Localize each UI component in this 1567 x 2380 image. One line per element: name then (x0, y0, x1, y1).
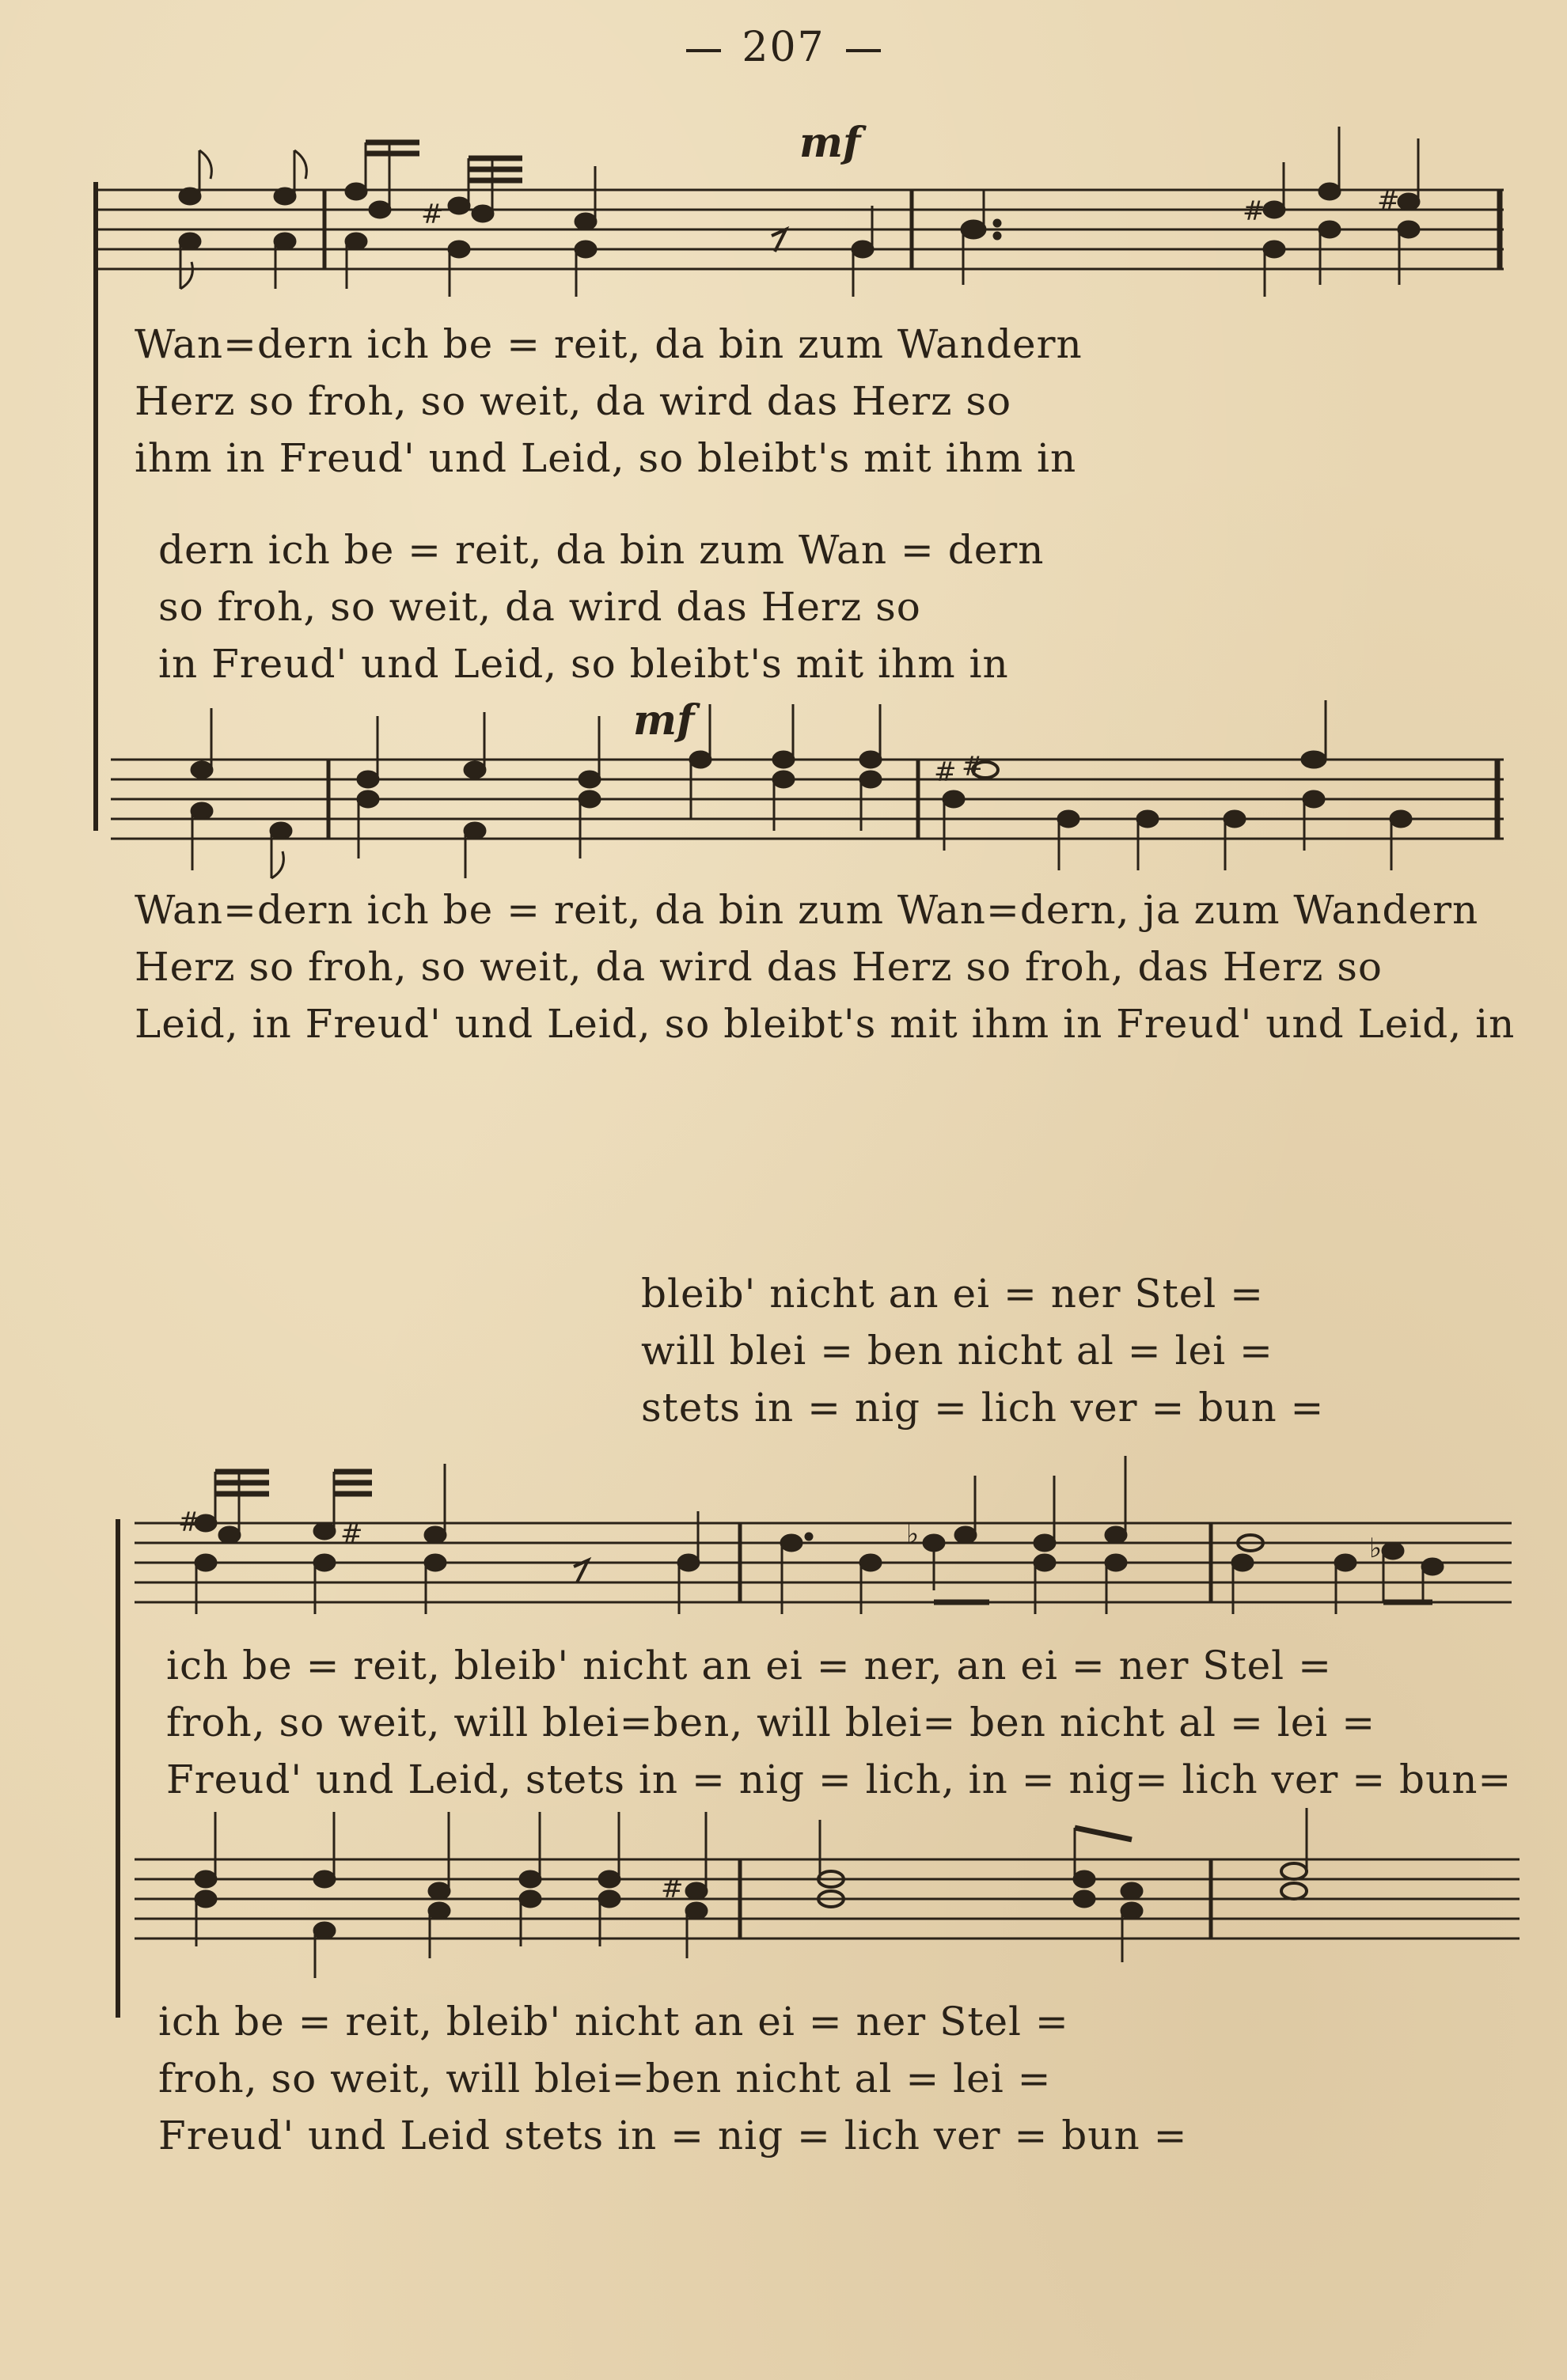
system1-lower-dynamic: mf (633, 696, 695, 745)
system2-lower-staff (135, 1804, 1520, 1986)
lyric-line: Wan=dern ich be = reit, da bin zum Wandern (135, 321, 1083, 367)
svg-text:#: # (661, 1873, 684, 1904)
lyric-line: stets in = nig = lich ver = bun = (641, 1385, 1325, 1431)
system2-upper-staff (135, 1448, 1512, 1646)
lyric-line: will blei = ben nicht al = lei = (641, 1328, 1273, 1374)
system1-lower-staff (111, 692, 1504, 898)
svg-text:#: # (340, 1518, 363, 1550)
svg-text:♭: ♭ (906, 1518, 920, 1550)
system2-brace (116, 1519, 120, 2018)
svg-text:#: # (421, 199, 444, 230)
svg-text:#: # (1243, 195, 1265, 227)
lyric-line: Leid, in Freud' und Leid, so bleibt's mit ihm in Freud' und Leid, in (135, 1001, 1516, 1047)
svg-text:#: # (934, 756, 957, 788)
lyric-line: froh, so weit, will blei=ben nicht al = lei = (158, 2056, 1052, 2101)
lyric-line: ich be = reit, bleib' nicht an ei = ner Stel = (158, 1999, 1069, 2045)
lyric-line: Herz so froh, so weit, da wird das Herz so froh, das Herz so (135, 944, 1383, 990)
lyric-line: Freud' und Leid stets in = nig = lich ver = bun = (158, 2113, 1188, 2158)
lyric-line: Freud' und Leid, stets in = nig = lich, in = nig= lich ver = bun= (166, 1757, 1512, 1802)
lyric-line: in Freud' und Leid, so bleibt's mit ihm in (158, 641, 1009, 687)
lyric-line: ihm in Freud' und Leid, so bleibt's mit ihm in (135, 435, 1077, 481)
svg-text:#: # (962, 751, 985, 783)
lyric-line: bleib' nicht an ei = ner Stel = (641, 1271, 1265, 1317)
system1-upper-dynamic: mf (799, 119, 861, 167)
page-number-text: 207 (742, 24, 825, 71)
lyric-line: so froh, so weit, da wird das Herz so (158, 584, 921, 630)
lyric-line: Wan=dern ich be = reit, da bin zum Wan=dern, ja zum Wandern (135, 887, 1479, 933)
svg-text:#: # (178, 1506, 201, 1538)
lyric-line: froh, so weit, will blei=ben, will blei= ben nicht al = lei = (166, 1700, 1376, 1745)
lyric-line: ich be = reit, bleib' nicht an ei = ner, an ei = ner Stel = (166, 1643, 1332, 1688)
page-number-dash-right (846, 49, 881, 52)
svg-text:#: # (1377, 185, 1400, 217)
page-number-dash-left (686, 49, 721, 52)
lyric-line: Herz so froh, so weit, da wird das Herz so (135, 378, 1012, 424)
page-number (0, 24, 1567, 71)
svg-text:♭: ♭ (1369, 1533, 1383, 1564)
lyric-line: dern ich be = reit, da bin zum Wan = dern (158, 527, 1045, 573)
